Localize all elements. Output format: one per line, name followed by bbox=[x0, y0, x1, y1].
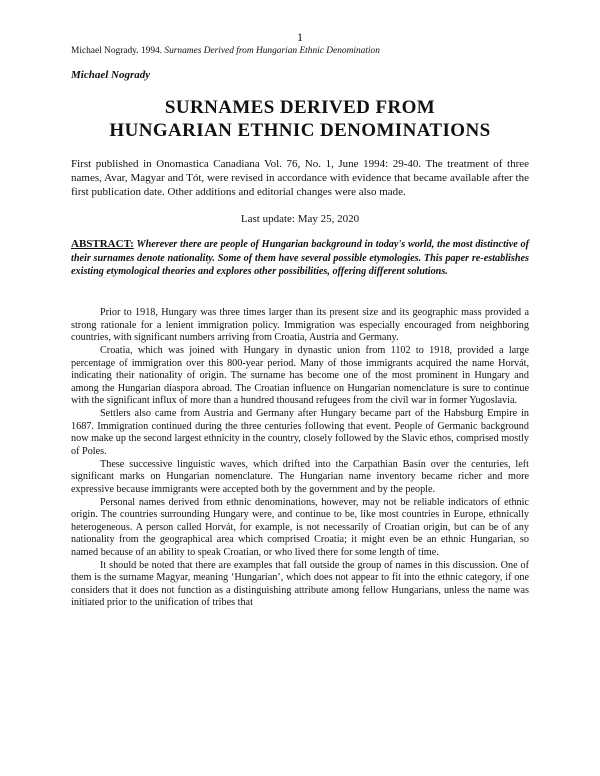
body-paragraph: Croatia, which was joined with Hungary in dynastic union from 1102 to 1918, provided a large percentage of immigration over this 800-year period. Many of those immigrants acquired the name Horvát, indicating their nationality of origin. The surname has become one of the most prominent in Hungary and among the Hungarian diaspora abroad. The Croatian influence on Hungarian nomenclature is sure to continue with the significant influx of more than a hundred thousand refugees from the civil war in former Yugoslavia. bbox=[71, 345, 529, 406]
abstract bbox=[71, 238, 529, 279]
running-header-citation: Michael Nogrady. 1994. bbox=[71, 46, 165, 56]
body-paragraph: Personal names derived from ethnic denominations, however, may not be reliable indicators of ethnic origin. The countries surrounding Hungary were, and continue to be, like most countries in Europe, ethnically heterogeneous. A person called Horvát, for example, is not necessarily of Croatian origin, but can be of any nationality from the geographical area which comprised Croatia; it might even be an ethnic Hungarian, so named because of an ability to speak Croatian, or who lived there for some length of time. bbox=[71, 496, 529, 558]
abstract-label: ABSTRACT: bbox=[71, 238, 134, 250]
body-text bbox=[71, 307, 529, 610]
document-title-line-2: HUNGARIAN ETHNIC DENOMINATIONS bbox=[109, 120, 491, 141]
body-paragraph: Settlers also came from Austria and Germany after Hungary became part of the Habsburg Empire in 1687. Immigration continued during the three centuries following that event. People of Germanic background now make up the second largest ethnicity in the country, closely followed by the Slavic ethos, comprised mostly of Poles. bbox=[71, 408, 529, 457]
body-paragraph: These successive linguistic waves, which drifted into the Carpathian Basin over the centuries, left significant marks on Hungarian nomenclature. The Hungarian name inventory became richer and more expressive because immigrants were accepted both by the government and by the people. bbox=[71, 458, 529, 495]
author-name: Michael Nogrady bbox=[71, 69, 151, 81]
last-update: Last update: May 25, 2020 bbox=[240, 213, 360, 225]
document-title bbox=[60, 96, 540, 142]
abstract-text: Wherever there are people of Hungarian background in today's world, the most distinctive of their surnames denote nationality. Some of them have several possible etymologies. This paper re-establishes existing etymological theories and explores other possibilities, offering different solutions. bbox=[71, 239, 530, 277]
body-paragraph: It should be noted that there are examples that fall outside the group of names in this discussion. One of them is the surname Magyar, meaning ‘Hungarian’, which does not appear to fit into the ethnic category, if one considers that it does not function as a distinguishing attribute among fellow Hungarians, unless the name was initiated prior to the unification of tribes that bbox=[71, 559, 529, 608]
page-number: 1 bbox=[297, 30, 303, 44]
publication-note: First published in Onomastica Canadiana Vol. 76, No. 1, June 1994: 29-40. The treatment of three names, Avar, Magyar and Tót, were revised in accordance with evidence that became available after the first publication date. Other additions and editorial changes were also made. bbox=[71, 158, 529, 198]
running-header-title: Surnames Derived from Hungarian Ethnic Denomination bbox=[164, 46, 380, 56]
body-paragraph: Prior to 1918, Hungary was three times larger than its present size and its geographic mass provided a strong rationale for a lenient immigration policy. Immigration was especially encouraged from neighboring countries, with significant numbers arriving from Croatia, Austria and Germany. bbox=[71, 307, 529, 343]
running-header bbox=[71, 46, 529, 56]
document-title-line-1: SURNAMES DERIVED FROM bbox=[164, 97, 436, 118]
